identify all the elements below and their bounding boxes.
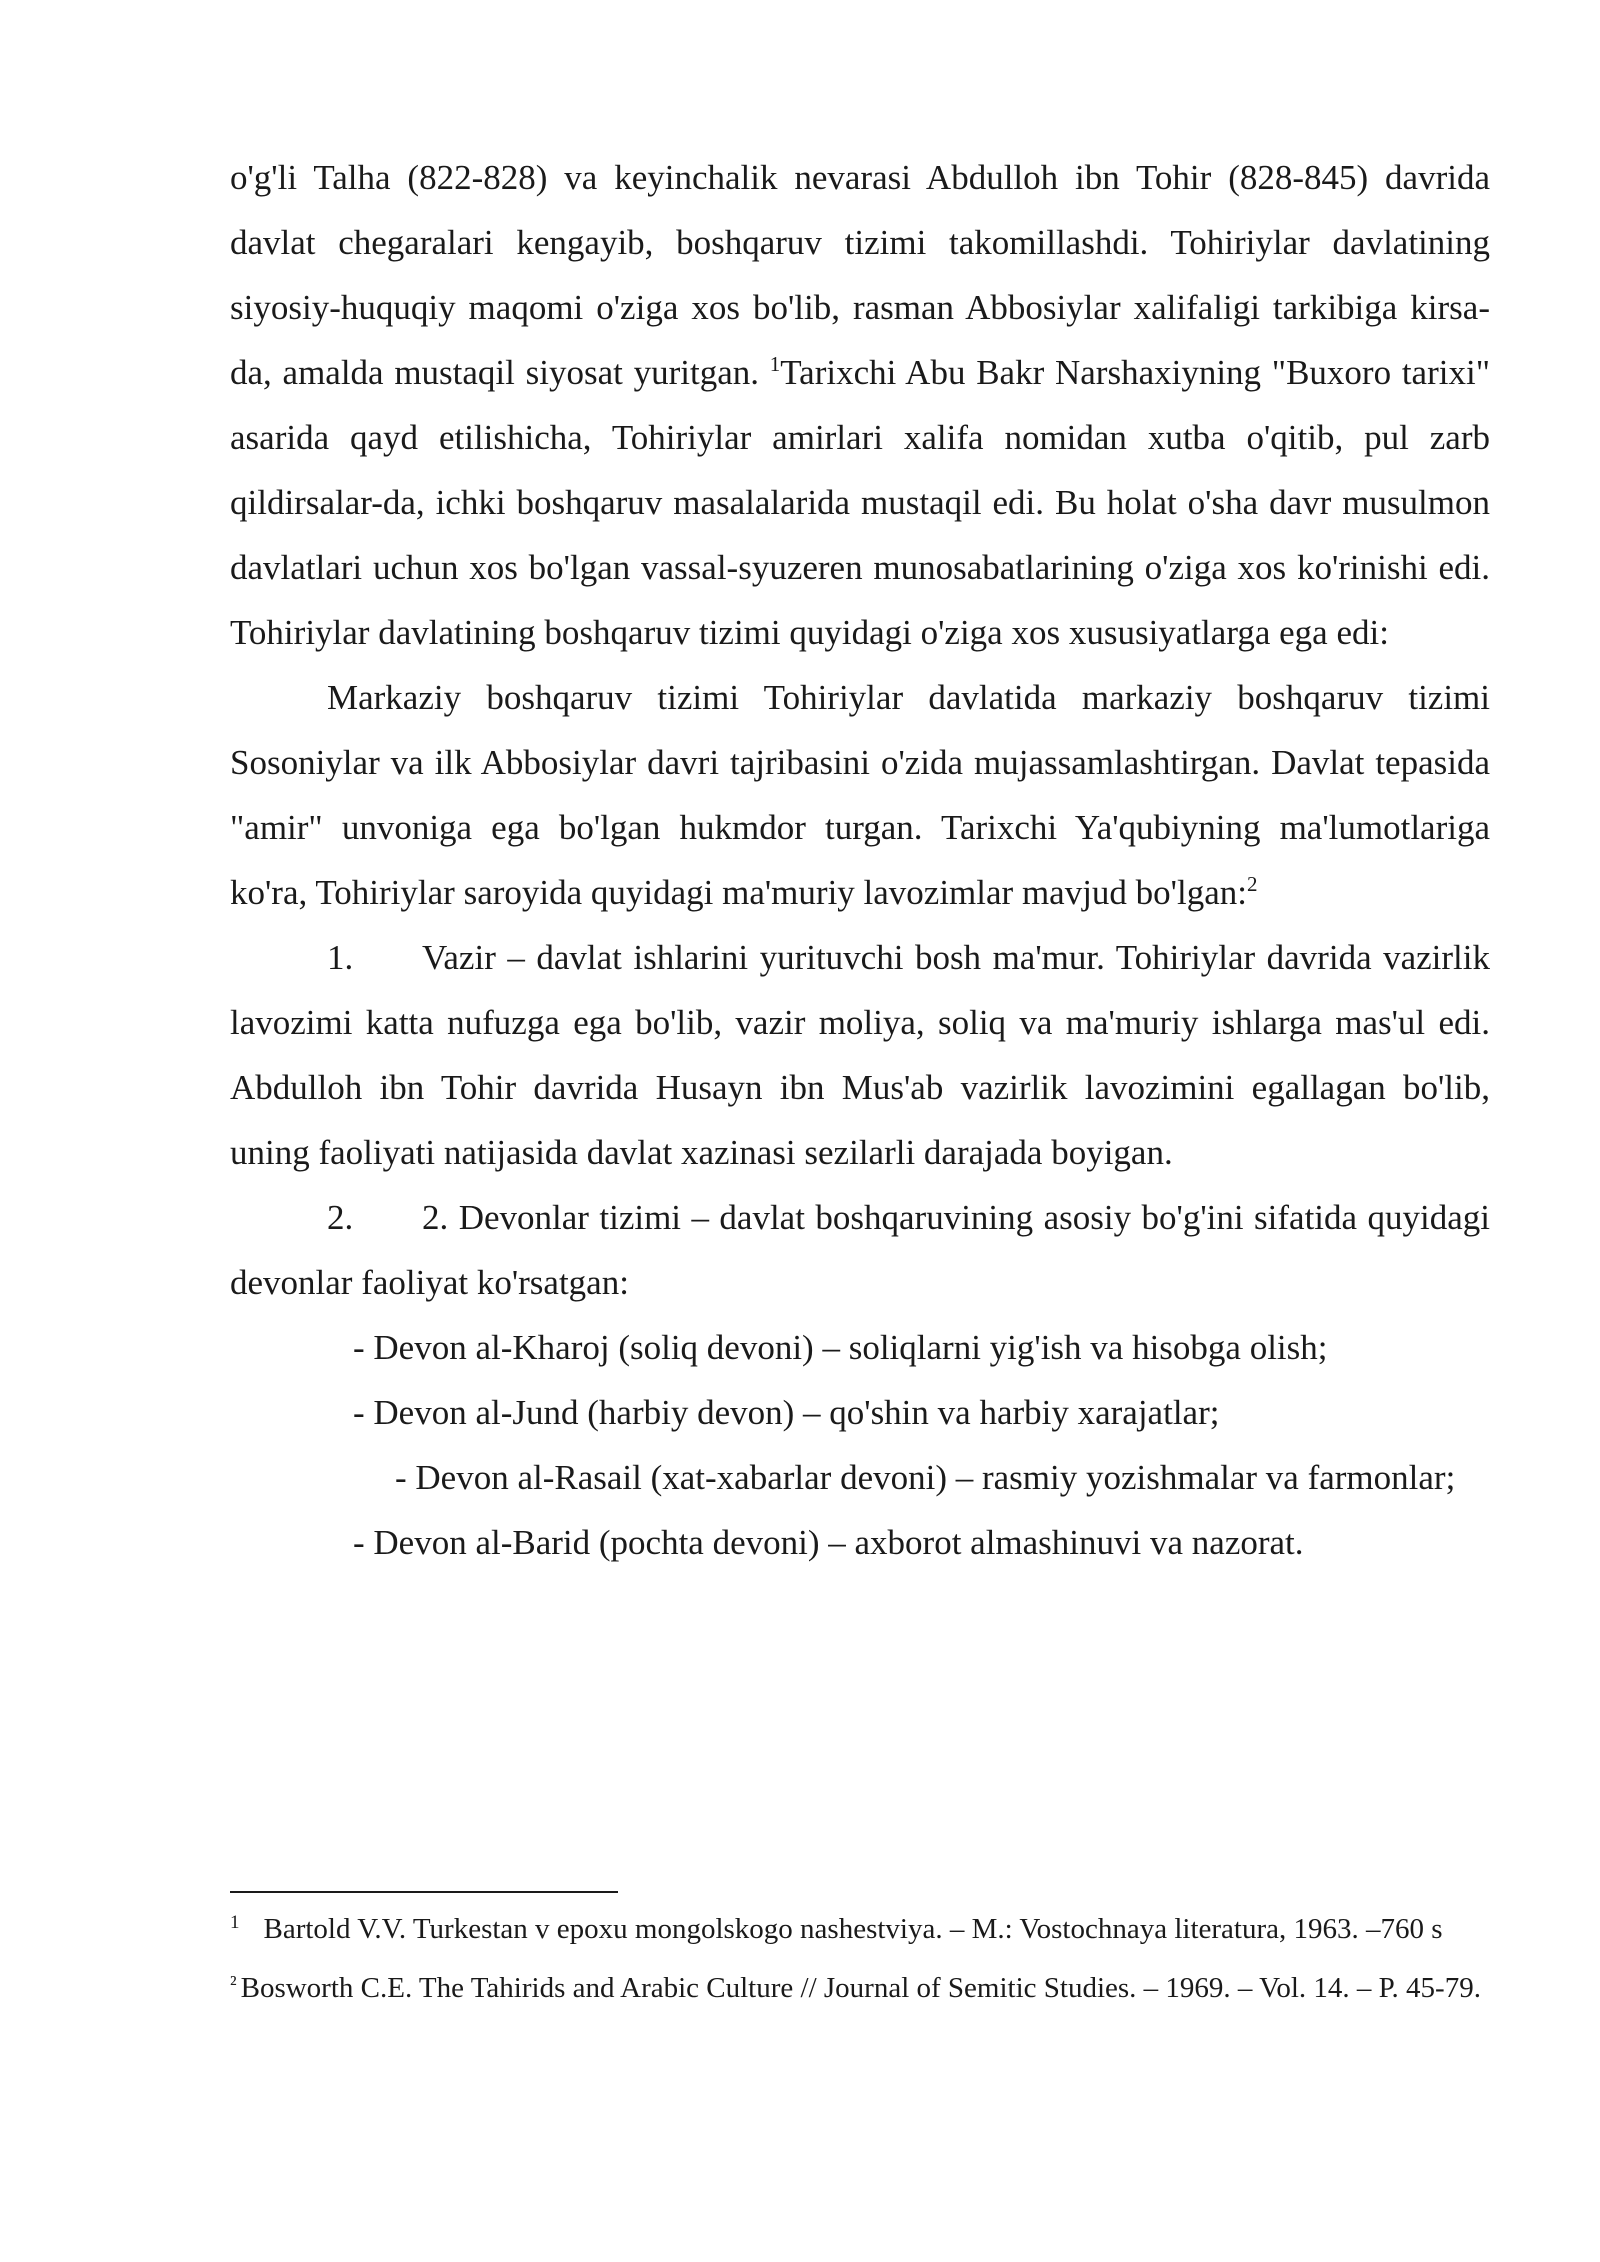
body-text: [230, 145, 1490, 1575]
devon-item-barid: - Devon al-Barid (pochta devoni) – axborot almashinuvi va nazorat.: [353, 1523, 1304, 1562]
footnote-separator: [230, 1891, 618, 1893]
paragraph-2: [230, 665, 1490, 925]
devon-item-kharoj: - Devon al-Kharoj (soliq devoni) – soliqlarni yig'ish va hisobga olish;: [353, 1328, 1328, 1367]
footnote-mark-2: ²: [230, 1971, 237, 1996]
numbered-item-1: [230, 925, 1490, 1185]
footnote-2: [230, 1969, 1490, 2008]
item-text-2: 2. Devonlar tizimi – davlat boshqaruvining asosiy bo'g'ini sifatida quyidagi devonlar faoliyat ko'rsatgan:: [230, 1198, 1490, 1302]
footnote-ref-1[interactable]: 1: [769, 352, 781, 376]
item-text-1: Vazir – davlat ishlarini yurituvchi bosh ma'mur. Tohiriylar davrida vazirlik lavozimi katta nufuzga ega bo'lib, vazir moliya, soliq va ma'muriy ishlarga mas'ul edi. Abdulloh ibn Tohir davrida Husayn ibn Mus'ab vazirlik lavozimini egallagan bo'lib, uning faoliyati natijasida davlat xazinasi sezilarli darajada boyigan.: [230, 938, 1490, 1172]
footnotes: [230, 1910, 1490, 2028]
paragraph-1: [230, 145, 1490, 665]
footnote-text-1: Bartold V.V. Turkestan v epoxu mongolskogo nashestviya. – M.: Vostochnaya literatura, 1963. –760 s: [263, 1913, 1443, 1945]
paragraph-1-part-b: Tarixchi Abu Bakr Narshaxiyning "Buxoro tarixi" asarida qayd etilishicha, Tohiriylar amirlari xalifa nomidan xutba o'qitib, pul zarb qildirsalar-da, ichki boshqaruv masalalarida mustaqil edi. Bu holat o'sha davr musulmon davlatlari uchun xos bo'lgan vassal-syuzeren munosabatlarining o'ziga xos ko'rinishi edi. Tohiriylar davlatining boshqaruv tizimi quyidagi o'ziga xos xususiyatlarga ega edi:: [230, 353, 1490, 652]
numbered-item-2: [230, 1185, 1490, 1315]
paragraph-2-text: Markaziy boshqaruv tizimi Tohiriylar davlatida markaziy boshqaruv tizimi Sosoniylar va ilk Abbosiylar davri tajribasini o'zida mujassamlashtirgan. Davlat tepasida "amir" unvoniga ega bo'lgan hukmdor turgan. Tarixchi Ya'qubiyning ma'lumotlariga ko'ra, Tohiriylar saroyida quyidagi ma'muriy lavozimlar mavjud bo'lgan:: [230, 678, 1490, 912]
footnote-1: [230, 1910, 1490, 1949]
paragraph-1-part-a: o'g'li Talha (822-828) va keyinchalik nevarasi Abdulloh ibn Tohir (828-845) davrida davlat chegaralari kengayib, boshqaruv tizimi takomillashdi. Tohiriylar davlatining siyosiy-huquqiy maqomi o'ziga xos bo'lib, rasman Abbosiylar xalifaligi tarkibiga kirsa-da, amalda mustaqil siyosat yuritgan.: [230, 158, 1490, 392]
devon-item-rasail: - Devon al-Rasail (xat-xabarlar devoni) – rasmiy yozishmalar va farmonlar;: [395, 1458, 1456, 1497]
footnote-text-2: Bosworth C.E. The Tahirids and Arabic Culture // Journal of Semitic Studies. – 1969. – Vol. 14. – P. 45-79.: [240, 1972, 1481, 2004]
item-number-2: 2.: [327, 1198, 354, 1237]
footnote-mark-1: 1: [230, 1912, 240, 1933]
footnote-ref-2[interactable]: 2: [1246, 872, 1258, 896]
item-number-1: 1.: [327, 938, 354, 977]
devon-item-jund: - Devon al-Jund (harbiy devon) – qo'shin va harbiy xarajatlar;: [353, 1393, 1220, 1432]
